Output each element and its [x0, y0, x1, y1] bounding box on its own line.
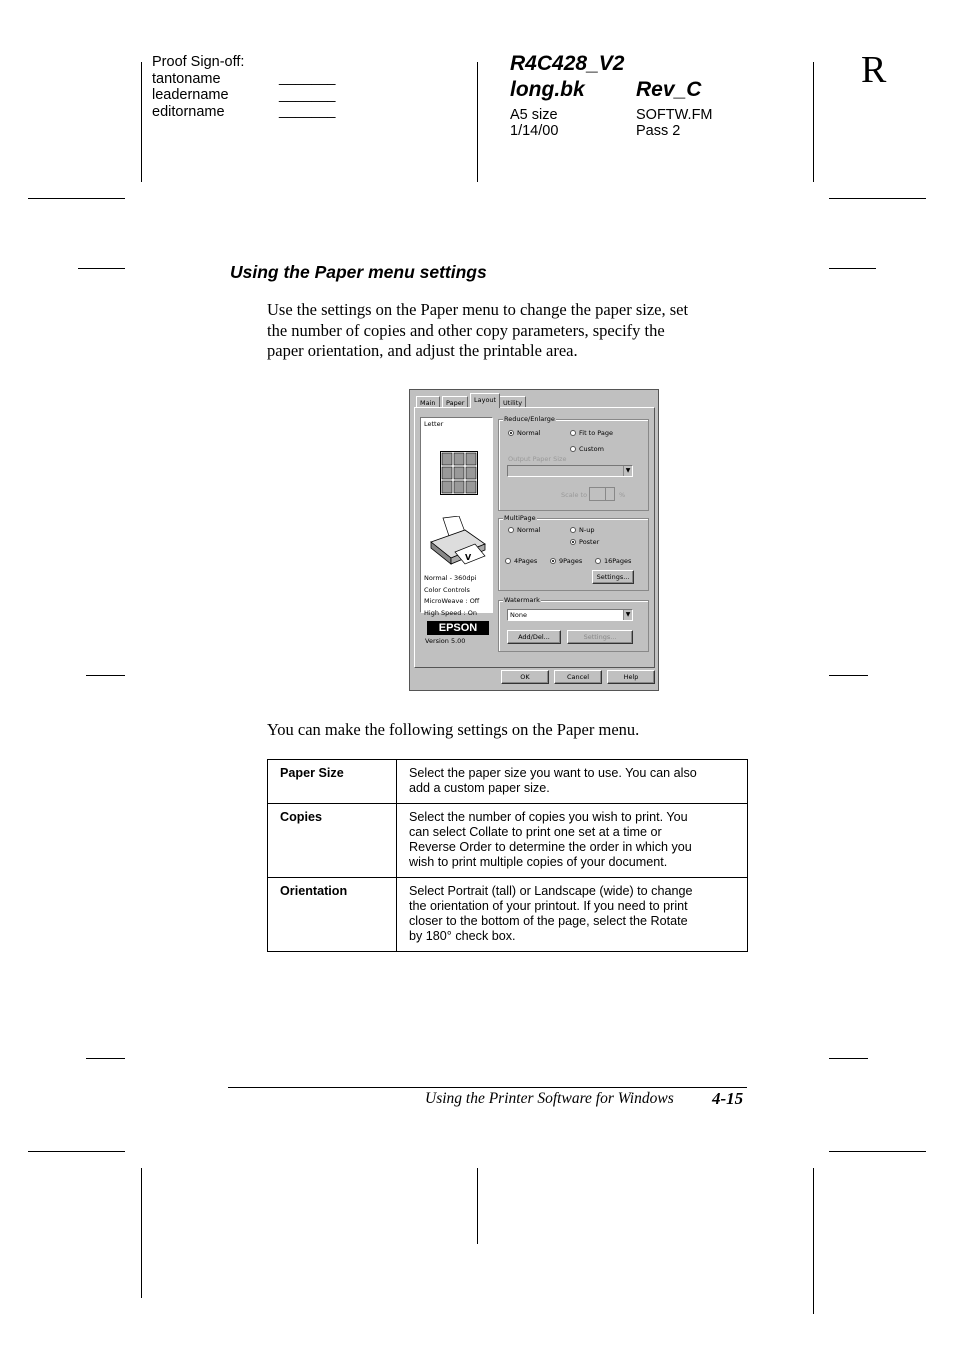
setting-term: Copies	[268, 804, 397, 878]
watermark-settings-button[interactable]: Settings...	[567, 630, 633, 644]
doc-size: A5 size	[510, 107, 558, 123]
signoff-name-editor: editorname	[152, 103, 225, 120]
poster-settings-button[interactable]: Settings...	[592, 570, 634, 584]
signoff-blank: _______	[279, 103, 336, 119]
tab-utility[interactable]: Utility	[499, 396, 526, 408]
poster-preview-icon	[440, 451, 478, 495]
cancel-button[interactable]: Cancel	[554, 670, 602, 684]
setting-term: Paper Size	[268, 760, 397, 804]
scale-unit: %	[619, 491, 626, 499]
doc-pass: Pass 2	[636, 123, 681, 139]
table-lead-in: You can make the following settings on the Paper menu.	[267, 720, 640, 739]
footer-rule	[228, 1087, 747, 1088]
ok-button[interactable]: OK	[501, 670, 549, 684]
setting-description: Select the paper size you want to use. You can also add a custom paper size.	[397, 760, 748, 804]
printer-icon	[429, 516, 489, 568]
signoff-blank: _______	[279, 86, 336, 103]
re-custom-radio[interactable]: Custom	[570, 445, 604, 453]
pages-16-radio[interactable]: 16Pages	[595, 557, 631, 565]
printer-properties-dialog	[409, 389, 659, 691]
setting-description: Select Portrait (tall) or Landscape (wide) to change the orientation of your printout. If you need to print closer to the bottom of the page, select the Rotate by 180° check box.	[397, 878, 748, 952]
reduce-enlarge-label: Reduce/Enlarge	[504, 415, 555, 423]
table-row	[268, 878, 748, 952]
preview-box	[420, 417, 493, 617]
re-fit-radio[interactable]: Fit to Page	[570, 429, 613, 437]
mp-poster-radio[interactable]: Poster	[570, 538, 599, 546]
paper-settings-table	[267, 759, 748, 952]
proof-signoff	[152, 54, 244, 120]
tab-layout[interactable]: Layout	[470, 393, 500, 408]
layout-panel	[414, 407, 655, 668]
mp-normal-radio[interactable]: Normal	[508, 526, 541, 534]
intro-line: Use the settings on the Paper menu to change the paper size, set	[267, 300, 689, 319]
re-normal-radio[interactable]: Normal	[508, 429, 541, 437]
tab-main[interactable]: Main	[416, 396, 440, 408]
footer-running-title: Using the Printer Software for Windows	[425, 1090, 674, 1107]
signoff-label: Proof Sign-off:	[152, 54, 245, 70]
doc-rev: Rev_C	[636, 78, 702, 101]
corner-letter: R	[861, 49, 887, 91]
multipage-label: MultiPage	[504, 514, 536, 522]
doc-date: 1/14/00	[510, 123, 559, 139]
help-button[interactable]: Help	[607, 670, 655, 684]
output-paper-size-select[interactable]: ▼	[507, 465, 633, 477]
status-line: MicroWeave : Off	[424, 597, 480, 605]
watermark-group	[498, 596, 649, 652]
multipage-group	[498, 514, 649, 591]
svg-text:V: V	[465, 553, 472, 562]
signoff-blank: _______	[279, 70, 336, 86]
setting-description: Select the number of copies you wish to print. You can select Collate to print one set at a time or Reverse Order to determine the order in which you wish to print multiple copies of your document.	[397, 804, 748, 878]
intro-line: paper orientation, and adjust the printable area.	[267, 341, 578, 361]
pages-4-radio[interactable]: 4Pages	[505, 557, 537, 565]
watermark-select[interactable]: None ▼	[507, 609, 633, 621]
signoff-name-tanto: tantoname	[152, 70, 221, 87]
signoff-name-leader: leadername	[152, 87, 229, 103]
status-summary	[424, 573, 479, 619]
paper-size-label: Letter	[424, 420, 444, 428]
status-line: Normal - 360dpi	[424, 574, 477, 582]
watermark-label: Watermark	[504, 596, 540, 604]
status-line: High Speed : On	[424, 608, 477, 617]
intro-line: the number of copies and other copy parameters, specify the	[267, 320, 665, 340]
doc-book: long.bk	[510, 78, 585, 101]
section-title: Using the Paper menu settings	[230, 262, 487, 282]
doc-code: R4C428_V2	[510, 52, 625, 75]
table-row	[268, 760, 748, 804]
mp-nup-radio[interactable]: N-up	[570, 526, 594, 534]
setting-term: Orientation	[268, 878, 397, 952]
signoff-blanks	[279, 70, 335, 120]
table-row	[268, 804, 748, 878]
scale-to-spinner[interactable]	[589, 487, 615, 501]
add-del-button[interactable]: Add/Del...	[507, 630, 561, 644]
pages-9-radio[interactable]: 9Pages	[550, 557, 582, 565]
status-line: Color Controls	[424, 585, 470, 594]
doc-file: SOFTW.FM	[636, 107, 713, 123]
tab-paper[interactable]: Paper	[442, 396, 468, 408]
version-label: Version 5.00	[425, 637, 466, 645]
output-paper-size-label: Output Paper Size	[508, 455, 567, 463]
intro-paragraph	[267, 300, 757, 362]
page-number: 4-15	[712, 1089, 744, 1108]
epson-logo: EPSON	[427, 621, 489, 635]
scale-to-label: Scale to	[561, 491, 588, 499]
reduce-enlarge-group	[498, 415, 649, 511]
